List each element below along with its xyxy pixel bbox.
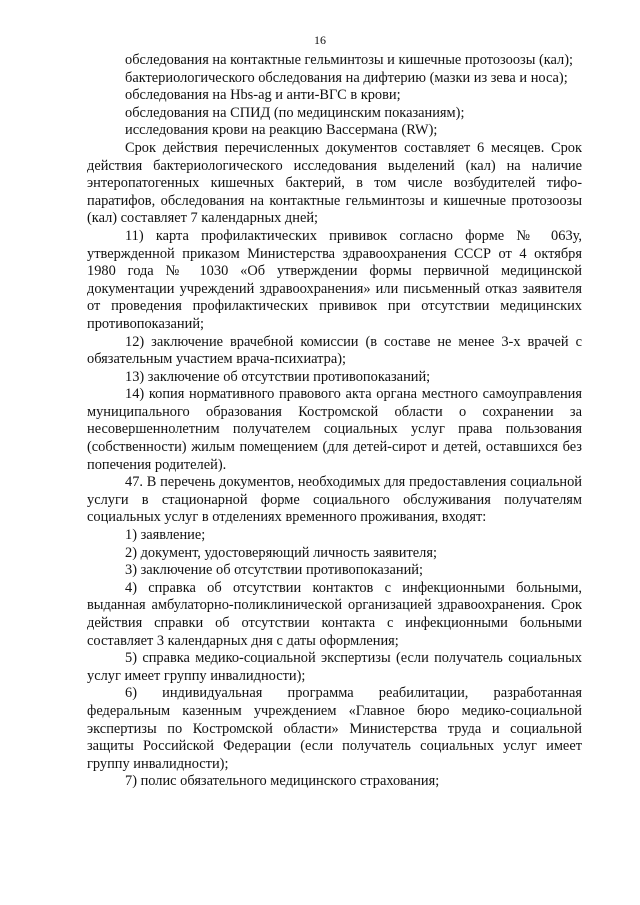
paragraph: 11) карта профилактических прививок согласно форме № 063у, утвержденной приказом Министерства здравоохранения СССР от 4 октября 1980 года № 1030 «Об утверждении формы первичной медицинской документации учреждений здравоохранения» или письменный отказ заявителя от проведения профилактических прививок при отсутствии медицинских противопоказаний;	[87, 227, 582, 332]
paragraph: обследования на Hbs-ag и анти-ВГС в крови;	[125, 87, 401, 104]
paragraph: 47. В перечень документов, необходимых для предоставления социальной услуги в стационарной форме социального обслуживания получателям социальных услуг в отделениях временного проживания, входят:	[87, 474, 582, 526]
paragraph: бактериологического обследования на дифтерию (мазки из зева и носа);	[125, 69, 568, 86]
paragraph: исследования крови на реакцию Вассермана (RW);	[125, 122, 438, 139]
paragraph: обследования на СПИД (по медицинским показаниям);	[125, 104, 465, 121]
paragraph: 1) заявление;	[125, 527, 206, 544]
paragraph: 12) заключение врачебной комиссии (в составе не менее 3-х врачей с обязательным участием врача-психиатра);	[87, 333, 582, 368]
paragraph: 7) полис обязательного медицинского страхования;	[125, 773, 440, 790]
paragraph: обследования на контактные гельминтозы и кишечные протозоозы (кал);	[125, 52, 574, 68]
paragraph: 2) документ, удостоверяющий личность заявителя;	[125, 544, 437, 561]
paragraph: 14) копия нормативного правового акта органа местного самоуправления муниципального образования Костромской области о сохранении за несовершеннолетним получателем социальных услуг права пользования (собственности) жилым помещением (для детей-сирот и детей, оставшихся без попечения родителей).	[87, 386, 582, 473]
paragraph: 4) справка об отсутствии контактов с инфекционными больными, выданная амбулаторно-поликлинической организацией здравоохранения. Срок действия справки об отсутствии контакта с инфекционными больными составляет 3 календарных дня с даты оформления;	[87, 579, 582, 649]
paragraph: 6) индивидуальная программа реабилитации, разработанная федеральным казенным учреждением «Главное бюро медико-социальной экспертизы по Костромской области» Министерства труда и социальной защиты Российской Федерации (если получатель социальных услуг имеет группу инвалидности);	[87, 685, 582, 772]
paragraph: 5) справка медико-социальной экспертизы (если получатель социальных услуг имеет группу инвалидности);	[87, 650, 582, 684]
paragraph: 13) заключение об отсутствии противопоказаний;	[125, 368, 431, 385]
document-body	[87, 52, 582, 791]
paragraph: 3) заключение об отсутствии противопоказаний;	[125, 562, 423, 579]
paragraph: Срок действия перечисленных документов составляет 6 месяцев. Срок действия бактериологического исследования выделений (кал) на наличие энтеропатогенных кишечных бактерий, в том числе возбудителей тифо-паратифов, обследования на контактные гельминтозы и кишечные протозоозы (кал) составляет 7 календарных дней;	[87, 139, 582, 227]
page-number: 16	[314, 33, 326, 47]
